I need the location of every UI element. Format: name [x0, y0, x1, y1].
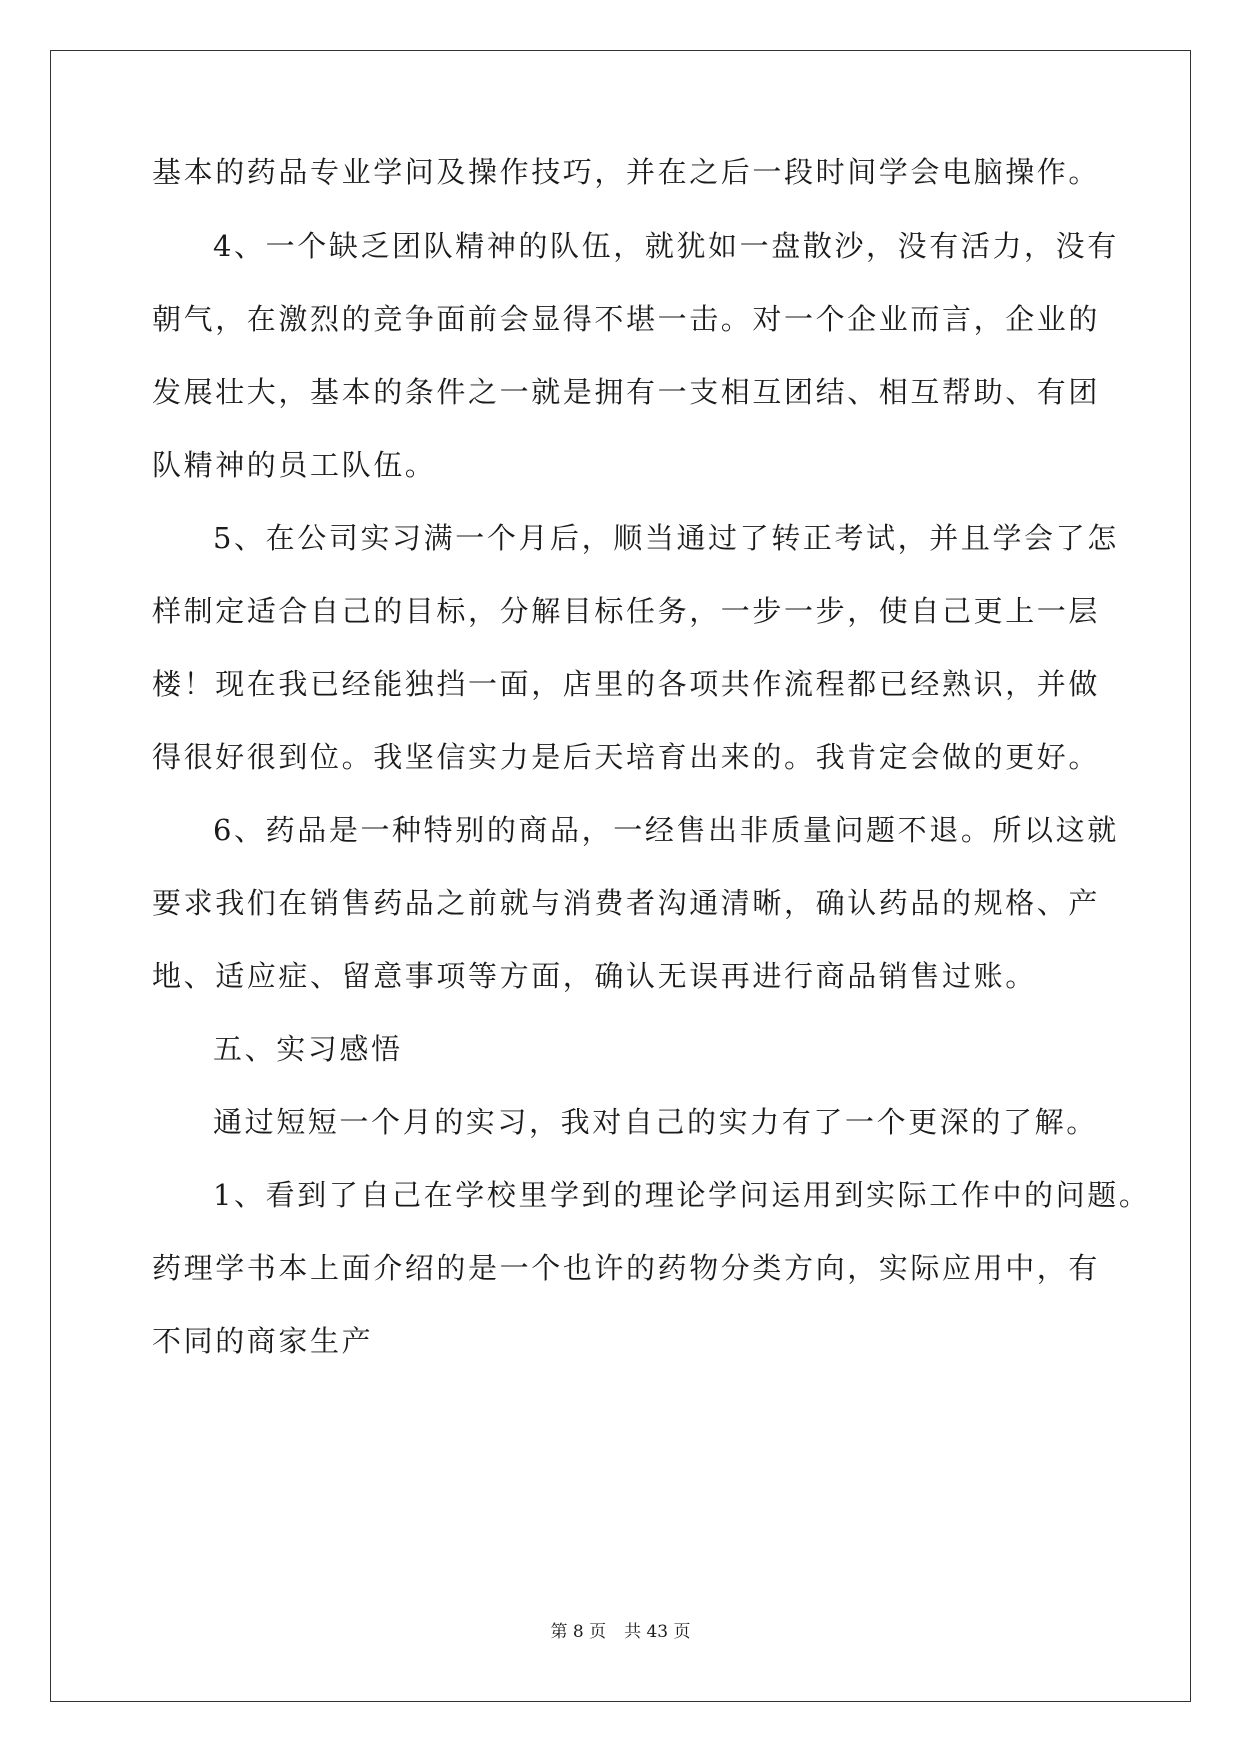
text-line: 朝气，在激烈的竞争面前会显得不堪一击。对一个企业而言，企业的 — [152, 302, 1101, 336]
text-line: 队精神的员工队伍。 — [152, 448, 437, 482]
page-number: 第 8 页 — [550, 1622, 607, 1642]
paragraph-start: 通过短短一个月的实习，我对自己的实力有了一个更深的了解。 — [213, 1105, 1098, 1139]
text-line: 基本的药品专业学问及操作技巧，并在之后一段时间学会电脑操作。 — [152, 155, 1101, 189]
text-line: 样制定适合自己的目标，分解目标任务，一步一步，使自己更上一层 — [152, 594, 1101, 628]
page-total: 共 43 页 — [624, 1622, 691, 1642]
page-border — [50, 50, 1191, 1702]
text-line: 发展壮大，基本的条件之一就是拥有一支相互团结、相互帮助、有团 — [152, 375, 1101, 409]
text-line: 不同的商家生产 — [152, 1324, 374, 1358]
section-heading: 五、实习感悟 — [213, 1032, 403, 1066]
text-line: 药理学书本上面介绍的是一个也许的药物分类方向，实际应用中，有 — [152, 1251, 1101, 1285]
text-line: 得很好很到位。我坚信实力是后天培育出来的。我肯定会做的更好。 — [152, 740, 1101, 774]
page-footer — [0, 1620, 1241, 1644]
paragraph-4-start: 4、一个缺乏团队精神的队伍，就犹如一盘散沙，没有活力，没有 — [213, 229, 1119, 263]
paragraph-1-start: 1、看到了自己在学校里学到的理论学问运用到实际工作中的问题。 — [213, 1178, 1151, 1212]
text-line: 地、适应症、留意事项等方面，确认无误再进行商品销售过账。 — [152, 959, 1037, 993]
paragraph-5-start: 5、在公司实习满一个月后，顺当通过了转正考试，并且学会了怎 — [213, 521, 1119, 555]
text-line: 要求我们在销售药品之前就与消费者沟通清晰，确认药品的规格、产 — [152, 886, 1101, 920]
text-line: 楼！现在我已经能独挡一面，店里的各项共作流程都已经熟识，并做 — [152, 667, 1101, 701]
paragraph-6-start: 6、药品是一种特别的商品，一经售出非质量问题不退。所以这就 — [213, 813, 1119, 847]
